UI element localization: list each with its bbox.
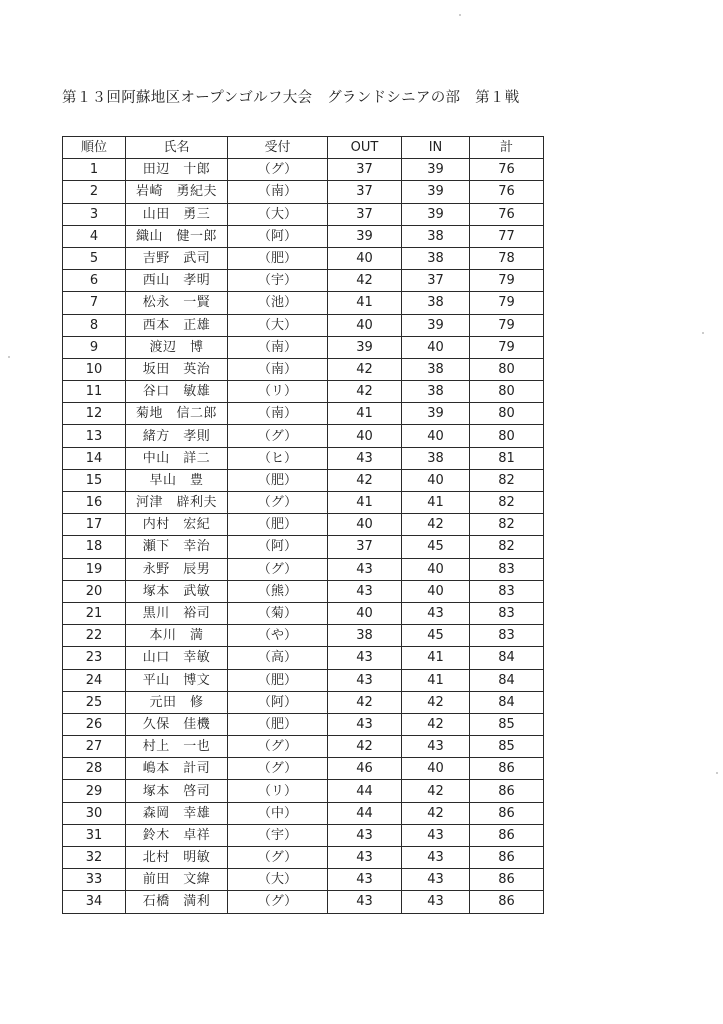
cell-total: 79 (470, 270, 544, 292)
cell-name: 平山 博文 (126, 669, 228, 691)
cell-in: 43 (402, 602, 470, 624)
cell-rank: 31 (63, 824, 126, 846)
cell-out: 40 (328, 425, 402, 447)
cell-out: 43 (328, 847, 402, 869)
cell-club: （グ） (228, 558, 328, 580)
cell-in: 37 (402, 270, 470, 292)
cell-club: （肥） (228, 514, 328, 536)
cell-in: 40 (402, 558, 470, 580)
cell-out: 46 (328, 758, 402, 780)
cell-name: 河津 辟利夫 (126, 492, 228, 514)
cell-out: 42 (328, 270, 402, 292)
cell-total: 82 (470, 469, 544, 491)
cell-name: 瀬下 幸治 (126, 536, 228, 558)
cell-club: （肥） (228, 669, 328, 691)
cell-club: （肥） (228, 469, 328, 491)
cell-out: 40 (328, 514, 402, 536)
cell-out: 43 (328, 669, 402, 691)
cell-name: 西山 孝明 (126, 270, 228, 292)
cell-total: 78 (470, 247, 544, 269)
header-out: OUT (328, 137, 402, 159)
cell-rank: 33 (63, 869, 126, 891)
cell-club: （阿） (228, 691, 328, 713)
cell-total: 86 (470, 824, 544, 846)
cell-in: 40 (402, 758, 470, 780)
cell-name: 岩崎 勇紀夫 (126, 181, 228, 203)
cell-club: （阿） (228, 536, 328, 558)
cell-total: 83 (470, 580, 544, 602)
cell-rank: 16 (63, 492, 126, 514)
cell-name: 森岡 幸雄 (126, 802, 228, 824)
scan-speck (702, 332, 704, 334)
cell-out: 41 (328, 292, 402, 314)
cell-in: 38 (402, 381, 470, 403)
cell-total: 83 (470, 558, 544, 580)
header-club: 受付 (228, 137, 328, 159)
cell-club: （大） (228, 869, 328, 891)
table-row (63, 824, 544, 846)
cell-rank: 13 (63, 425, 126, 447)
results-table (62, 136, 544, 914)
cell-club: （中） (228, 802, 328, 824)
cell-rank: 32 (63, 847, 126, 869)
cell-total: 82 (470, 514, 544, 536)
cell-club: （宇） (228, 824, 328, 846)
cell-name: 黒川 裕司 (126, 602, 228, 624)
cell-club: （グ） (228, 159, 328, 181)
cell-name: 前田 文緯 (126, 869, 228, 891)
cell-in: 38 (402, 292, 470, 314)
cell-out: 41 (328, 403, 402, 425)
cell-name: 緒方 孝則 (126, 425, 228, 447)
cell-club: （大） (228, 203, 328, 225)
cell-name: 村上 一也 (126, 736, 228, 758)
header-name: 氏名 (126, 137, 228, 159)
cell-in: 43 (402, 847, 470, 869)
cell-out: 42 (328, 736, 402, 758)
cell-club: （熊） (228, 580, 328, 602)
cell-name: 谷口 敏雄 (126, 381, 228, 403)
table-row (63, 336, 544, 358)
cell-out: 42 (328, 381, 402, 403)
cell-rank: 15 (63, 469, 126, 491)
cell-in: 43 (402, 736, 470, 758)
table-row (63, 469, 544, 491)
table-row (63, 736, 544, 758)
cell-club: （大） (228, 314, 328, 336)
header-total: 計 (470, 137, 544, 159)
cell-total: 84 (470, 647, 544, 669)
cell-total: 80 (470, 358, 544, 380)
cell-name: 菊地 信二郎 (126, 403, 228, 425)
cell-rank: 20 (63, 580, 126, 602)
header-in: IN (402, 137, 470, 159)
cell-rank: 19 (63, 558, 126, 580)
cell-in: 39 (402, 203, 470, 225)
cell-out: 43 (328, 647, 402, 669)
table-row (63, 270, 544, 292)
cell-rank: 1 (63, 159, 126, 181)
cell-in: 38 (402, 225, 470, 247)
cell-club: （グ） (228, 758, 328, 780)
cell-name: 内村 宏紀 (126, 514, 228, 536)
cell-out: 43 (328, 580, 402, 602)
table-row (63, 869, 544, 891)
scan-speck (716, 772, 718, 774)
page-title: 第１３回阿蘇地区オープンゴルフ大会 グランドシニアの部 第１戦 (62, 90, 520, 106)
cell-out: 42 (328, 691, 402, 713)
table-row (63, 358, 544, 380)
cell-name: 鈴木 卓祥 (126, 824, 228, 846)
cell-out: 44 (328, 802, 402, 824)
table-body (63, 159, 544, 913)
table-row (63, 602, 544, 624)
cell-club: （南） (228, 358, 328, 380)
cell-in: 41 (402, 492, 470, 514)
cell-in: 39 (402, 159, 470, 181)
cell-in: 43 (402, 824, 470, 846)
cell-rank: 26 (63, 713, 126, 735)
cell-total: 77 (470, 225, 544, 247)
table-row (63, 647, 544, 669)
table-row (63, 669, 544, 691)
cell-name: 渡辺 博 (126, 336, 228, 358)
cell-total: 86 (470, 847, 544, 869)
cell-name: 早山 豊 (126, 469, 228, 491)
scan-speck (459, 14, 461, 16)
cell-rank: 30 (63, 802, 126, 824)
table-header-row (63, 137, 544, 159)
cell-total: 84 (470, 691, 544, 713)
cell-club: （南） (228, 181, 328, 203)
cell-total: 85 (470, 736, 544, 758)
cell-club: （南） (228, 403, 328, 425)
cell-in: 39 (402, 314, 470, 336)
cell-rank: 9 (63, 336, 126, 358)
cell-rank: 22 (63, 625, 126, 647)
cell-club: （グ） (228, 736, 328, 758)
cell-rank: 11 (63, 381, 126, 403)
cell-out: 40 (328, 314, 402, 336)
cell-club: （肥） (228, 713, 328, 735)
cell-club: （池） (228, 292, 328, 314)
cell-in: 42 (402, 802, 470, 824)
cell-in: 38 (402, 447, 470, 469)
cell-out: 41 (328, 492, 402, 514)
cell-out: 37 (328, 203, 402, 225)
cell-total: 76 (470, 203, 544, 225)
cell-name: 石橋 満利 (126, 891, 228, 913)
cell-out: 43 (328, 713, 402, 735)
cell-name: 西本 正雄 (126, 314, 228, 336)
cell-total: 80 (470, 425, 544, 447)
cell-rank: 12 (63, 403, 126, 425)
cell-rank: 7 (63, 292, 126, 314)
cell-rank: 29 (63, 780, 126, 802)
table-row (63, 514, 544, 536)
cell-name: 久保 佳機 (126, 713, 228, 735)
cell-total: 82 (470, 492, 544, 514)
cell-out: 39 (328, 336, 402, 358)
table-row (63, 713, 544, 735)
table-row (63, 425, 544, 447)
cell-rank: 8 (63, 314, 126, 336)
cell-total: 79 (470, 292, 544, 314)
cell-in: 40 (402, 469, 470, 491)
cell-rank: 10 (63, 358, 126, 380)
cell-out: 43 (328, 447, 402, 469)
table-row (63, 292, 544, 314)
table-row (63, 492, 544, 514)
table-row (63, 314, 544, 336)
cell-rank: 18 (63, 536, 126, 558)
cell-in: 45 (402, 536, 470, 558)
cell-total: 86 (470, 758, 544, 780)
cell-name: 中山 詳二 (126, 447, 228, 469)
cell-club: （肥） (228, 247, 328, 269)
cell-name: 坂田 英治 (126, 358, 228, 380)
cell-total: 76 (470, 181, 544, 203)
cell-name: 松永 一賢 (126, 292, 228, 314)
cell-out: 43 (328, 558, 402, 580)
cell-rank: 27 (63, 736, 126, 758)
cell-total: 86 (470, 802, 544, 824)
cell-in: 41 (402, 647, 470, 669)
cell-name: 塚本 武敏 (126, 580, 228, 602)
cell-out: 40 (328, 602, 402, 624)
cell-rank: 3 (63, 203, 126, 225)
table-row (63, 447, 544, 469)
cell-rank: 21 (63, 602, 126, 624)
cell-rank: 2 (63, 181, 126, 203)
cell-name: 田辺 十郎 (126, 159, 228, 181)
cell-total: 79 (470, 314, 544, 336)
cell-rank: 17 (63, 514, 126, 536)
cell-club: （や） (228, 625, 328, 647)
cell-total: 84 (470, 669, 544, 691)
cell-out: 38 (328, 625, 402, 647)
cell-name: 山口 幸敏 (126, 647, 228, 669)
cell-rank: 14 (63, 447, 126, 469)
table-row (63, 558, 544, 580)
cell-out: 42 (328, 469, 402, 491)
cell-out: 43 (328, 869, 402, 891)
cell-total: 86 (470, 891, 544, 913)
cell-name: 元田 修 (126, 691, 228, 713)
table-row (63, 203, 544, 225)
cell-rank: 25 (63, 691, 126, 713)
table-row (63, 403, 544, 425)
cell-in: 40 (402, 580, 470, 602)
cell-name: 塚本 啓司 (126, 780, 228, 802)
cell-club: （南） (228, 336, 328, 358)
cell-rank: 4 (63, 225, 126, 247)
table-row (63, 247, 544, 269)
cell-in: 39 (402, 181, 470, 203)
cell-total: 82 (470, 536, 544, 558)
cell-total: 86 (470, 780, 544, 802)
cell-out: 42 (328, 358, 402, 380)
cell-name: 本川 満 (126, 625, 228, 647)
cell-out: 43 (328, 891, 402, 913)
cell-total: 79 (470, 336, 544, 358)
cell-club: （グ） (228, 492, 328, 514)
cell-club: （阿） (228, 225, 328, 247)
cell-club: （グ） (228, 847, 328, 869)
cell-in: 42 (402, 780, 470, 802)
cell-total: 80 (470, 381, 544, 403)
cell-rank: 23 (63, 647, 126, 669)
cell-in: 39 (402, 403, 470, 425)
cell-club: （グ） (228, 425, 328, 447)
cell-rank: 24 (63, 669, 126, 691)
cell-rank: 6 (63, 270, 126, 292)
cell-club: （リ） (228, 381, 328, 403)
cell-name: 北村 明敏 (126, 847, 228, 869)
cell-out: 37 (328, 181, 402, 203)
cell-rank: 34 (63, 891, 126, 913)
table-row (63, 536, 544, 558)
cell-club: （グ） (228, 891, 328, 913)
table-row (63, 225, 544, 247)
table-row (63, 780, 544, 802)
table-row (63, 802, 544, 824)
cell-in: 38 (402, 358, 470, 380)
cell-name: 織山 健一郎 (126, 225, 228, 247)
table-row (63, 625, 544, 647)
scan-speck (8, 356, 10, 358)
table-row (63, 381, 544, 403)
table-row (63, 758, 544, 780)
cell-club: （高） (228, 647, 328, 669)
table-row (63, 580, 544, 602)
cell-rank: 5 (63, 247, 126, 269)
table-row (63, 847, 544, 869)
cell-in: 45 (402, 625, 470, 647)
cell-in: 43 (402, 869, 470, 891)
cell-total: 86 (470, 869, 544, 891)
table-row (63, 891, 544, 913)
cell-in: 43 (402, 891, 470, 913)
cell-out: 43 (328, 824, 402, 846)
cell-total: 83 (470, 602, 544, 624)
cell-club: （宇） (228, 270, 328, 292)
cell-total: 83 (470, 625, 544, 647)
cell-in: 40 (402, 336, 470, 358)
cell-out: 37 (328, 536, 402, 558)
table-row (63, 691, 544, 713)
cell-in: 42 (402, 514, 470, 536)
cell-total: 76 (470, 159, 544, 181)
cell-out: 40 (328, 247, 402, 269)
cell-club: （菊） (228, 602, 328, 624)
cell-total: 85 (470, 713, 544, 735)
cell-total: 80 (470, 403, 544, 425)
cell-club: （ヒ） (228, 447, 328, 469)
header-rank: 順位 (63, 137, 126, 159)
cell-in: 38 (402, 247, 470, 269)
table-row (63, 181, 544, 203)
cell-in: 42 (402, 691, 470, 713)
cell-rank: 28 (63, 758, 126, 780)
cell-name: 嶋本 計司 (126, 758, 228, 780)
cell-name: 吉野 武司 (126, 247, 228, 269)
cell-in: 40 (402, 425, 470, 447)
cell-out: 44 (328, 780, 402, 802)
cell-out: 37 (328, 159, 402, 181)
cell-name: 永野 辰男 (126, 558, 228, 580)
cell-total: 81 (470, 447, 544, 469)
cell-in: 42 (402, 713, 470, 735)
cell-club: （リ） (228, 780, 328, 802)
cell-out: 39 (328, 225, 402, 247)
cell-name: 山田 勇三 (126, 203, 228, 225)
cell-in: 41 (402, 669, 470, 691)
table-row (63, 159, 544, 181)
